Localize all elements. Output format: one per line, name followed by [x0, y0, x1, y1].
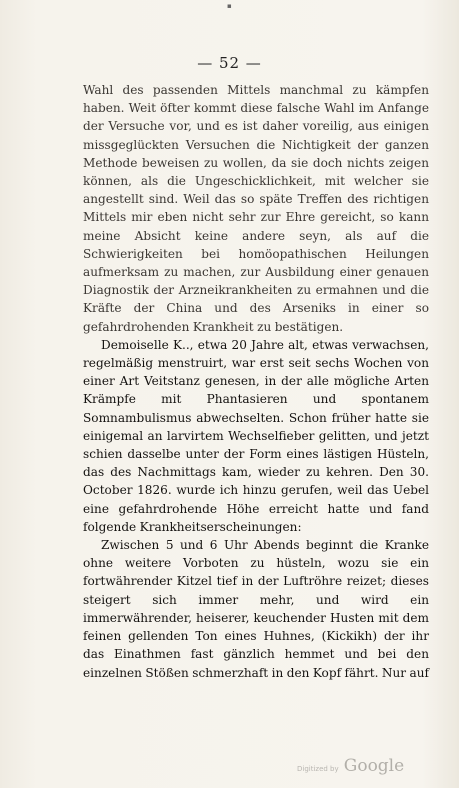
page-number: — 52 — [197, 54, 262, 72]
digitized-watermark [297, 756, 404, 776]
google-logo: Google [343, 756, 405, 776]
paragraph-continued: Wahl des passenden Mittels manchmal zu kämpfen haben. Weit öfter kommt diese falsche Wahl im Anfange der Versuche vor, und es ist daher voreilig, aus einigen missgeglückten Versuchen die Nichtigkeit der ganzen Methode beweisen zu wollen, da sie doch nichts zeigen können, als die Ungeschicklichkeit, mit welcher sie angestellt sind. Weil das so späte Treffen des richtigen Mittels mir eben nicht sehr zur Ehre gereicht, so kann meine Absicht keine andere seyn, als auf die Schwierigkeiten bei homöopathischen Heilungen aufmerksam zu machen, zur Ausbildung einer genauen Diagnostik der Arzneikrankheiten zu ermahnen und die Kräfte der China und des Arseniks in einer so gefahrdrohenden Krankheit zu bestätigen. [83, 83, 429, 334]
paragraph-symptoms: Zwischen 5 und 6 Uhr Abends beginnt die Kranke ohne weitere Vorboten zu hüsteln, wozu sie ein fortwährender Kitzel tief in der Luftröhre reizet; dieses steigert sich immer mehr, und wird ein immerwährender, heiserer, keuchender Husten mit dem feinen gellenden Ton eines Huhnes, (Kickikh) der ihr das Einathmen fast gänzlich hemmet und bei den einzelnen Stößen schmerzhaft in den Kopf fährt. Nur auf [83, 538, 429, 680]
page-edge-mark: ▪ [227, 2, 232, 10]
body-text [83, 81, 429, 682]
paragraph-patient-history: Demoiselle K.., etwa 20 Jahre alt, etwas verwachsen, regelmäßig menstruirt, war erst seit sechs Wochen von einer Art Veitstanz genesen, in der alle mögliche Arten Krämpfe mit Phantasieren und spontanem Somnambulismus abwechselten. Schon früher hatte sie einigemal an larvirtem Wechselfieber gelitten, und jetzt schien dasselbe unter der Form eines lästigen Hüsteln, das des Nachmittags kam, wieder zu kehren. Den 30. October 1826. wurde ich hinzu gerufen, weil das Uebel eine gefahrdrohende Höhe erreicht hatte und fand folgende Krankheitserscheinungen: [83, 337, 429, 534]
watermark-prefix: Digitized by [297, 765, 339, 773]
